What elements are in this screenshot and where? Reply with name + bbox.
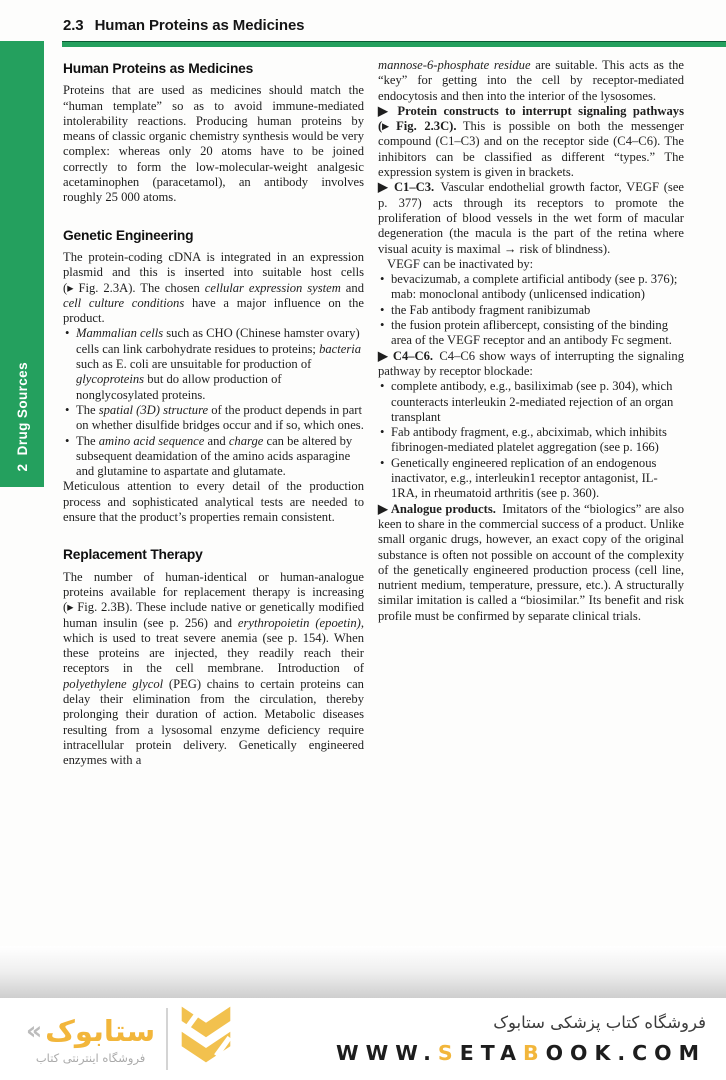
chapter-tab-label: 2 Drug Sources — [14, 362, 30, 472]
paragraph: ▶ C1–C3. Vascular endothelial growth factor, VEGF (see p. 377) acts through its receptors to promote the proliferation of blood vessels in the wet form of macular degeneration (the macula is the part of the retina where visual acuity is maximal → risk of blindness). — [378, 180, 684, 256]
footer-url — [336, 1041, 706, 1065]
url-segment: OOK.COM — [545, 1041, 706, 1065]
runin-heading: ▶ Protein constructs to interrupt signaling pathways (▸ Fig. 2.3C). — [378, 103, 684, 134]
paragraph: ▶ C4–C6. C4–C6 show ways of interrupting the signaling pathway by receptor blockade: — [378, 348, 684, 378]
bullet-item: • Mammalian cells such as CHO (Chinese hamster ovary) cells can link carbohydrate residues to proteins; bacteria such as E. coli are unsuitable for production of glycoproteins but do allow production of nonglycosylated proteins. — [63, 326, 364, 402]
emphasis-text: erythropoietin (epoetin) — [237, 615, 361, 630]
runin-heading: ▶ C1–C3. — [378, 180, 435, 195]
emphasis-text: cell culture conditions — [63, 295, 185, 310]
emphasis-text: spatial (3D) structure — [98, 402, 209, 417]
store-title: فروشگاه کتاب پزشکی ستابوک — [493, 1013, 706, 1032]
bullet-item: • complete antibody, e.g., basiliximab (see p. 304), which counteracts interleukin 2-mediated rejection of an organ transplant — [378, 379, 684, 425]
setabook-logo — [26, 1003, 233, 1075]
bullet-item: • the Fab antibody fragment ranibizumab — [378, 303, 684, 318]
section-heading: Genetic Engineering — [63, 227, 194, 243]
running-head — [63, 17, 304, 34]
bullet-item: • bevacizumab, a complete artificial antibody (see p. 376); mab: monoclonal antibody (unlicensed indication) — [378, 272, 684, 303]
logo-wordmark — [26, 1014, 155, 1048]
footer-right — [336, 1013, 706, 1065]
bullet-item: • Genetically engineered replication of an endogenous inactivator, e.g., interleukin1 receptor antagonist, IL-1RA, in rheumatoid arthritis (see p. 360). — [378, 456, 684, 502]
logo-tagline: فروشگاه اینترنتی کتاب — [35, 1050, 146, 1065]
bullet-item: • Fab antibody fragment, e.g., abciximab, which inhibits fibrinogen-mediated platelet aggregation (see p. 166) — [378, 425, 684, 456]
runin-heading: ▶ C4–C6. — [378, 348, 434, 363]
emphasis-text: glycoproteins — [76, 372, 145, 387]
page-edge-shadow — [0, 946, 726, 998]
paragraph: mannose-6-phosphate residue are suitable. This acts as the “key” for getting into the cell by receptor-mediated endocytosis and then into the interior of the lysosomes. — [378, 58, 684, 103]
paragraph: ▶ Protein constructs to interrupt signaling pathways (▸ Fig. 2.3C). This is possible on both the messenger compound (C1–C3) and on the receptor side (C4–C6). The inhibitors can be classified as different “types.” The expression system is given in brackets. — [378, 103, 684, 180]
paragraph: ▶ Analogue products. Imitators of the “biologics” are also keen to share in the commercial success of a product. Unlike small organic drugs, however, an exact copy of the original substance is often not possible on account of the complexity of the genetically engineered production process (cell line, nutrient medium, temperature, pressure, etc.). A structurally similar imitation is called a “biosimilar.” Its benefit and risk profile must be confirmed by separate clinical trials. — [378, 501, 684, 623]
bullet-list — [378, 379, 684, 501]
logo-guillemet-icon: « — [26, 1015, 43, 1045]
emphasis-text: bacteria — [319, 341, 362, 356]
section-heading: Human Proteins as Medicines — [63, 61, 254, 76]
paragraph: Meticulous attention to every detail of the production process and sophisticated analytical tests are needed to ensure that the product’s properties remain consistent. — [63, 479, 364, 525]
right-column — [378, 58, 684, 946]
logo-text-stack — [26, 1014, 155, 1065]
emphasis-text: polyethylene glycol — [63, 676, 164, 691]
watermark-footer — [0, 998, 726, 1080]
bullet-item: • The spatial (3D) structure of the product depends in part on whether disulfide bridges occur and if so, which ones. — [63, 403, 364, 434]
paragraph: The protein-coding cDNA is integrated in an expression plasmid and this is inserted into suitable host cells (▸ Fig. 2.3A). The chosen cellular expression system and cell culture conditions have a major influence on the product. — [63, 249, 364, 326]
paragraph: VEGF can be inactivated by: — [387, 256, 534, 271]
bullet-list — [63, 326, 364, 479]
runin-heading: ▶ Analogue products. — [378, 501, 496, 516]
chapter-tab — [0, 41, 44, 487]
url-segment: ETA — [459, 1041, 523, 1065]
url-segment: S — [437, 1041, 460, 1065]
section-number: 2.3 — [63, 17, 84, 34]
paragraph: The number of human-identical or human-analogue proteins available for replacement therapy is increasing (▸ Fig. 2.3B). These include native or genetically modified human insulin (see p. 256) and erythropoietin (epoetin), which is used to treat severe anemia (see p. 154). When these proteins are injected, they readily reach their receptors in the cell membrane. Introduction of polyethylene glycol (PEG) chains to certain proteins can delay their elimination from the circulation, thereby prolonging their duration of action. Metabolic diseases resulting from a lysosomal enzyme deficiency require intracellular protein delivery. Genetically engineered enzymes with a — [63, 569, 364, 768]
bullet-item: • The amino acid sequence and charge can be altered by subsequent deamidation of the amino acids asparagine and glutamine to aspartate and glutamate. — [63, 434, 364, 480]
bullet-list — [378, 272, 684, 348]
header-rule — [62, 41, 726, 47]
emphasis-text: mannose-6-phosphate residue — [378, 58, 531, 72]
page-body — [63, 58, 684, 946]
emphasis-text: amino acid sequence — [98, 433, 205, 448]
logo-divider — [166, 1008, 168, 1070]
url-segment: B — [522, 1041, 546, 1065]
emphasis-text: charge — [228, 433, 264, 448]
paragraph: Proteins that are used as medicines should match the “human template” so as to avoid immune-mediated intolerability reactions. Producing human proteins by means of classic organic chemistry synthesis would be very complex: whereas only 20 atoms have to be joined correctly to form the low-molecular-weight analgesic acetaminophen (paracetamol), an antibody involves roughly 25 000 atoms. — [63, 83, 364, 205]
left-column — [63, 58, 364, 946]
url-segment: WWW. — [335, 1041, 438, 1065]
section-heading: Replacement Therapy — [63, 547, 203, 563]
page-title: Human Proteins as Medicines — [94, 17, 305, 34]
double-chevron-badge-icon — [179, 1003, 233, 1075]
emphasis-text: Mammalian cells — [76, 326, 164, 341]
bullet-item: • the fusion protein aflibercept, consisting of the binding area of the VEGF receptor and an antibody Fc segment. — [378, 318, 684, 349]
emphasis-text: cellular expression system — [204, 280, 341, 295]
logo-wordmark-text: ستابوک — [45, 1013, 156, 1048]
